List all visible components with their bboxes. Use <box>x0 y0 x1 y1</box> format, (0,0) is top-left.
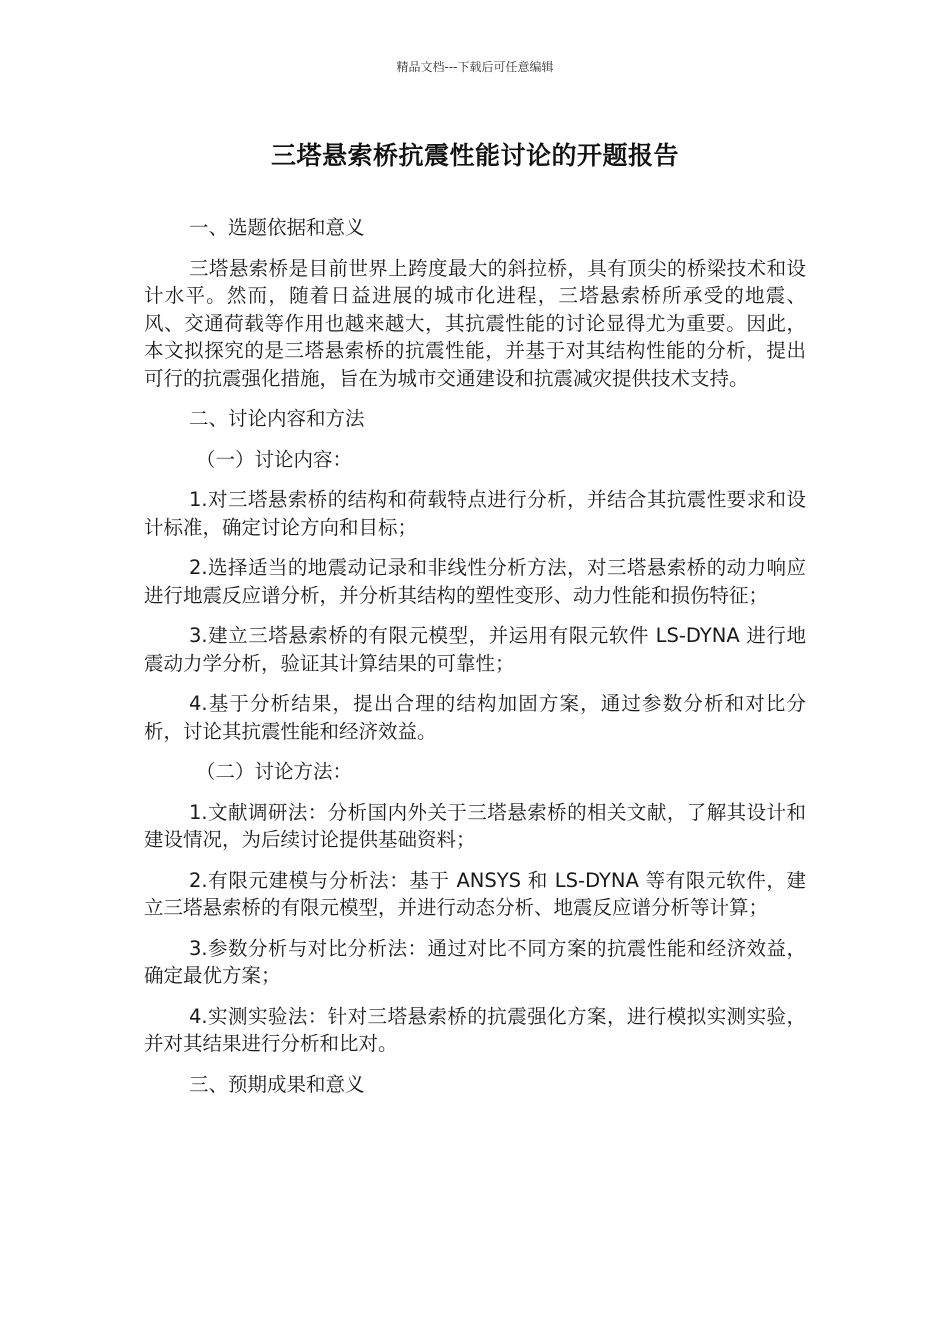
page-header: 精品文档---下载后可任意编辑 <box>396 60 554 74</box>
content-item-3: 3.建立三塔悬索桥的有限元模型，并运用有限元软件 LS-DYNA 进行地震动力学分析，验证其计算结果的可靠性； <box>144 624 806 675</box>
subheading-methods: （二）讨论方法： <box>196 760 353 783</box>
method-item-1: 1.文献调研法：分析国内外关于三塔悬索桥的相关文献，了解其设计和建设情况，为后续讨论提供基础资料； <box>144 800 806 851</box>
method-item-2: 2.有限元建模与分析法：基于 ANSYS 和 LS-DYNA 等有限元软件，建立三塔悬索桥的有限元模型，并进行动态分析、地震反应谱分析等计算； <box>144 868 806 919</box>
section-heading-1: 一、选题依据和意义 <box>189 216 365 239</box>
document-body <box>144 214 806 1111</box>
subheading-content: （一）讨论内容： <box>196 447 353 471</box>
content-item-2: 2.选择适当的地震动记录和非线性分析方法，对三塔悬索桥的动力响应进行地震反应谱分析，并分析其结构的塑性变形、动力性能和损伤特征； <box>144 556 806 607</box>
method-item-3: 3.参数分析与对比分析法：通过对比不同方案的抗震性能和经济效益，确定最优方案； <box>144 936 806 987</box>
section-heading-2: 二、讨论内容和方法 <box>189 407 365 430</box>
section-heading-3: 三、预期成果和意义 <box>189 1072 365 1096</box>
content-item-4: 4.基于分析结果，提出合理的结构加固方案，通过参数分析和对比分析，讨论其抗震性能和经济效益。 <box>144 692 806 743</box>
document-title: 三塔悬索桥抗震性能讨论的开题报告 <box>270 141 679 170</box>
paragraph-basis: 三塔悬索桥是目前世界上跨度最大的斜拉桥，具有顶尖的桥梁技术和设计水平。然而，随着日益进展的城市化进程，三塔悬索桥所承受的地震、风、交通荷载等作用也越来越大，其抗震性能的讨论显得尤为重要。因此，本文拟探究的是三塔悬索桥的抗震性能，并基于对其结构性能的分析，提出可行的抗震强化措施，旨在为城市交通建设和抗震减灾提供技术支持。 <box>144 256 806 390</box>
method-item-4: 4.实测实验法：针对三塔悬索桥的抗震强化方案，进行模拟实测实验，并对其结果进行分析和比对。 <box>144 1004 806 1055</box>
content-item-1: 1.对三塔悬索桥的结构和荷载特点进行分析，并结合其抗震性要求和设计标准，确定讨论方向和目标； <box>144 488 806 539</box>
